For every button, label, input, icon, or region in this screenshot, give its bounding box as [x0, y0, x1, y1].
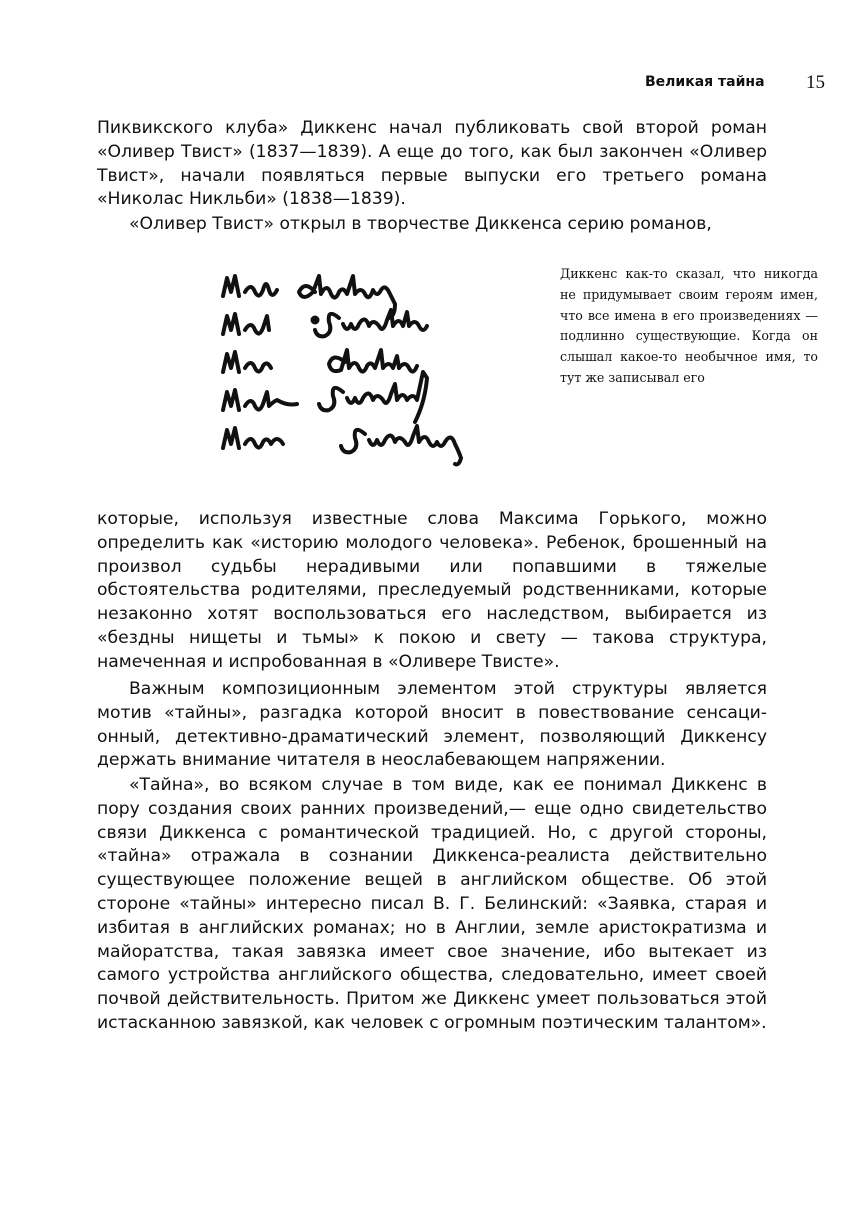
running-title: Великая тайна — [645, 74, 765, 90]
page-number: 15 — [806, 72, 825, 93]
handwriting-stroke — [223, 314, 269, 334]
paragraph-3: которые, используя известные слова Максима Горького, можно определить как «историю молодого человека». Ребенок, брошенный на произвол судьбы нерадивыми или попавшими в тяжелые обстоятельства родителями, преследуемый родственниками, которые незаконно хотят воспользоваться его наследством, выбирается из «бездны нищеты и тьмы» к покою и свету — такова структура, намеченная и испробованная в «Оливере Твисте». — [97, 509, 767, 672]
handwritten-names-figure — [215, 262, 525, 467]
handwriting-stroke — [223, 428, 283, 448]
handwriting-stroke — [341, 426, 461, 464]
page-header — [645, 72, 825, 96]
paragraph-4: Важным композиционным элементом этой структуры является мотив «тайны», разгадка которой вносит в повествование сенсационный, детективно-драматический элемент, позволяющий Диккенсу держать внимание читателя в неослабевающем напряжении. — [97, 679, 767, 771]
handwriting-stroke — [223, 352, 271, 372]
paragraph-5: «Тайна», во всяком случае в том виде, как ее понимал Диккенс в пору создания своих ранних произведений,— еще одно свидетельство связи Диккенса с романтической традицией. Но, с другой стороны, «тайна» отражала в сознании Диккенса-реалиста действительно существующее положение вещей в английском обществе. Об этой стороне «тайны» интересно писал В. Г. Белинский: «Заявка, старая и избитая в английских романах; но в Англии, земле аристократизма и майоратства, такая завязка имеет свое значение, ибо вытекает из самого устройства английского общества, следовательно, имеет своей почвой действительность. Притом же Диккенс умеет пользоваться этой истасканною завязкой, как человек с огромным поэтическим талантом». — [97, 775, 767, 1033]
handwriting-dot — [313, 318, 318, 323]
paragraph-2: «Оливер Твист» открыл в творчестве Диккенса серию романов, — [129, 214, 712, 234]
figure-caption: Диккенс как-то сказал, что никогда не придумывает своим героям имен, что все имена в его произведениях — подлинно существующие. Когда он слышал какое-то необычное имя, то тут же записывал его — [560, 266, 818, 385]
handwriting-stroke — [315, 310, 427, 336]
handwriting-stroke — [223, 390, 297, 410]
handwriting-stroke — [299, 276, 395, 318]
handwriting-stroke — [319, 372, 427, 422]
handwriting-stroke — [223, 276, 277, 296]
handwriting-stroke — [329, 350, 417, 372]
paragraph-1: Пиквикского клуба» Диккенс начал публиковать свой второй роман «Оливер Твист» (1837—1839). А еще до того, как был закончен «Оливер Твист», начали появляться первые выпуски его третьего романа «Николас Никльби» (1838—1839). — [97, 118, 767, 210]
